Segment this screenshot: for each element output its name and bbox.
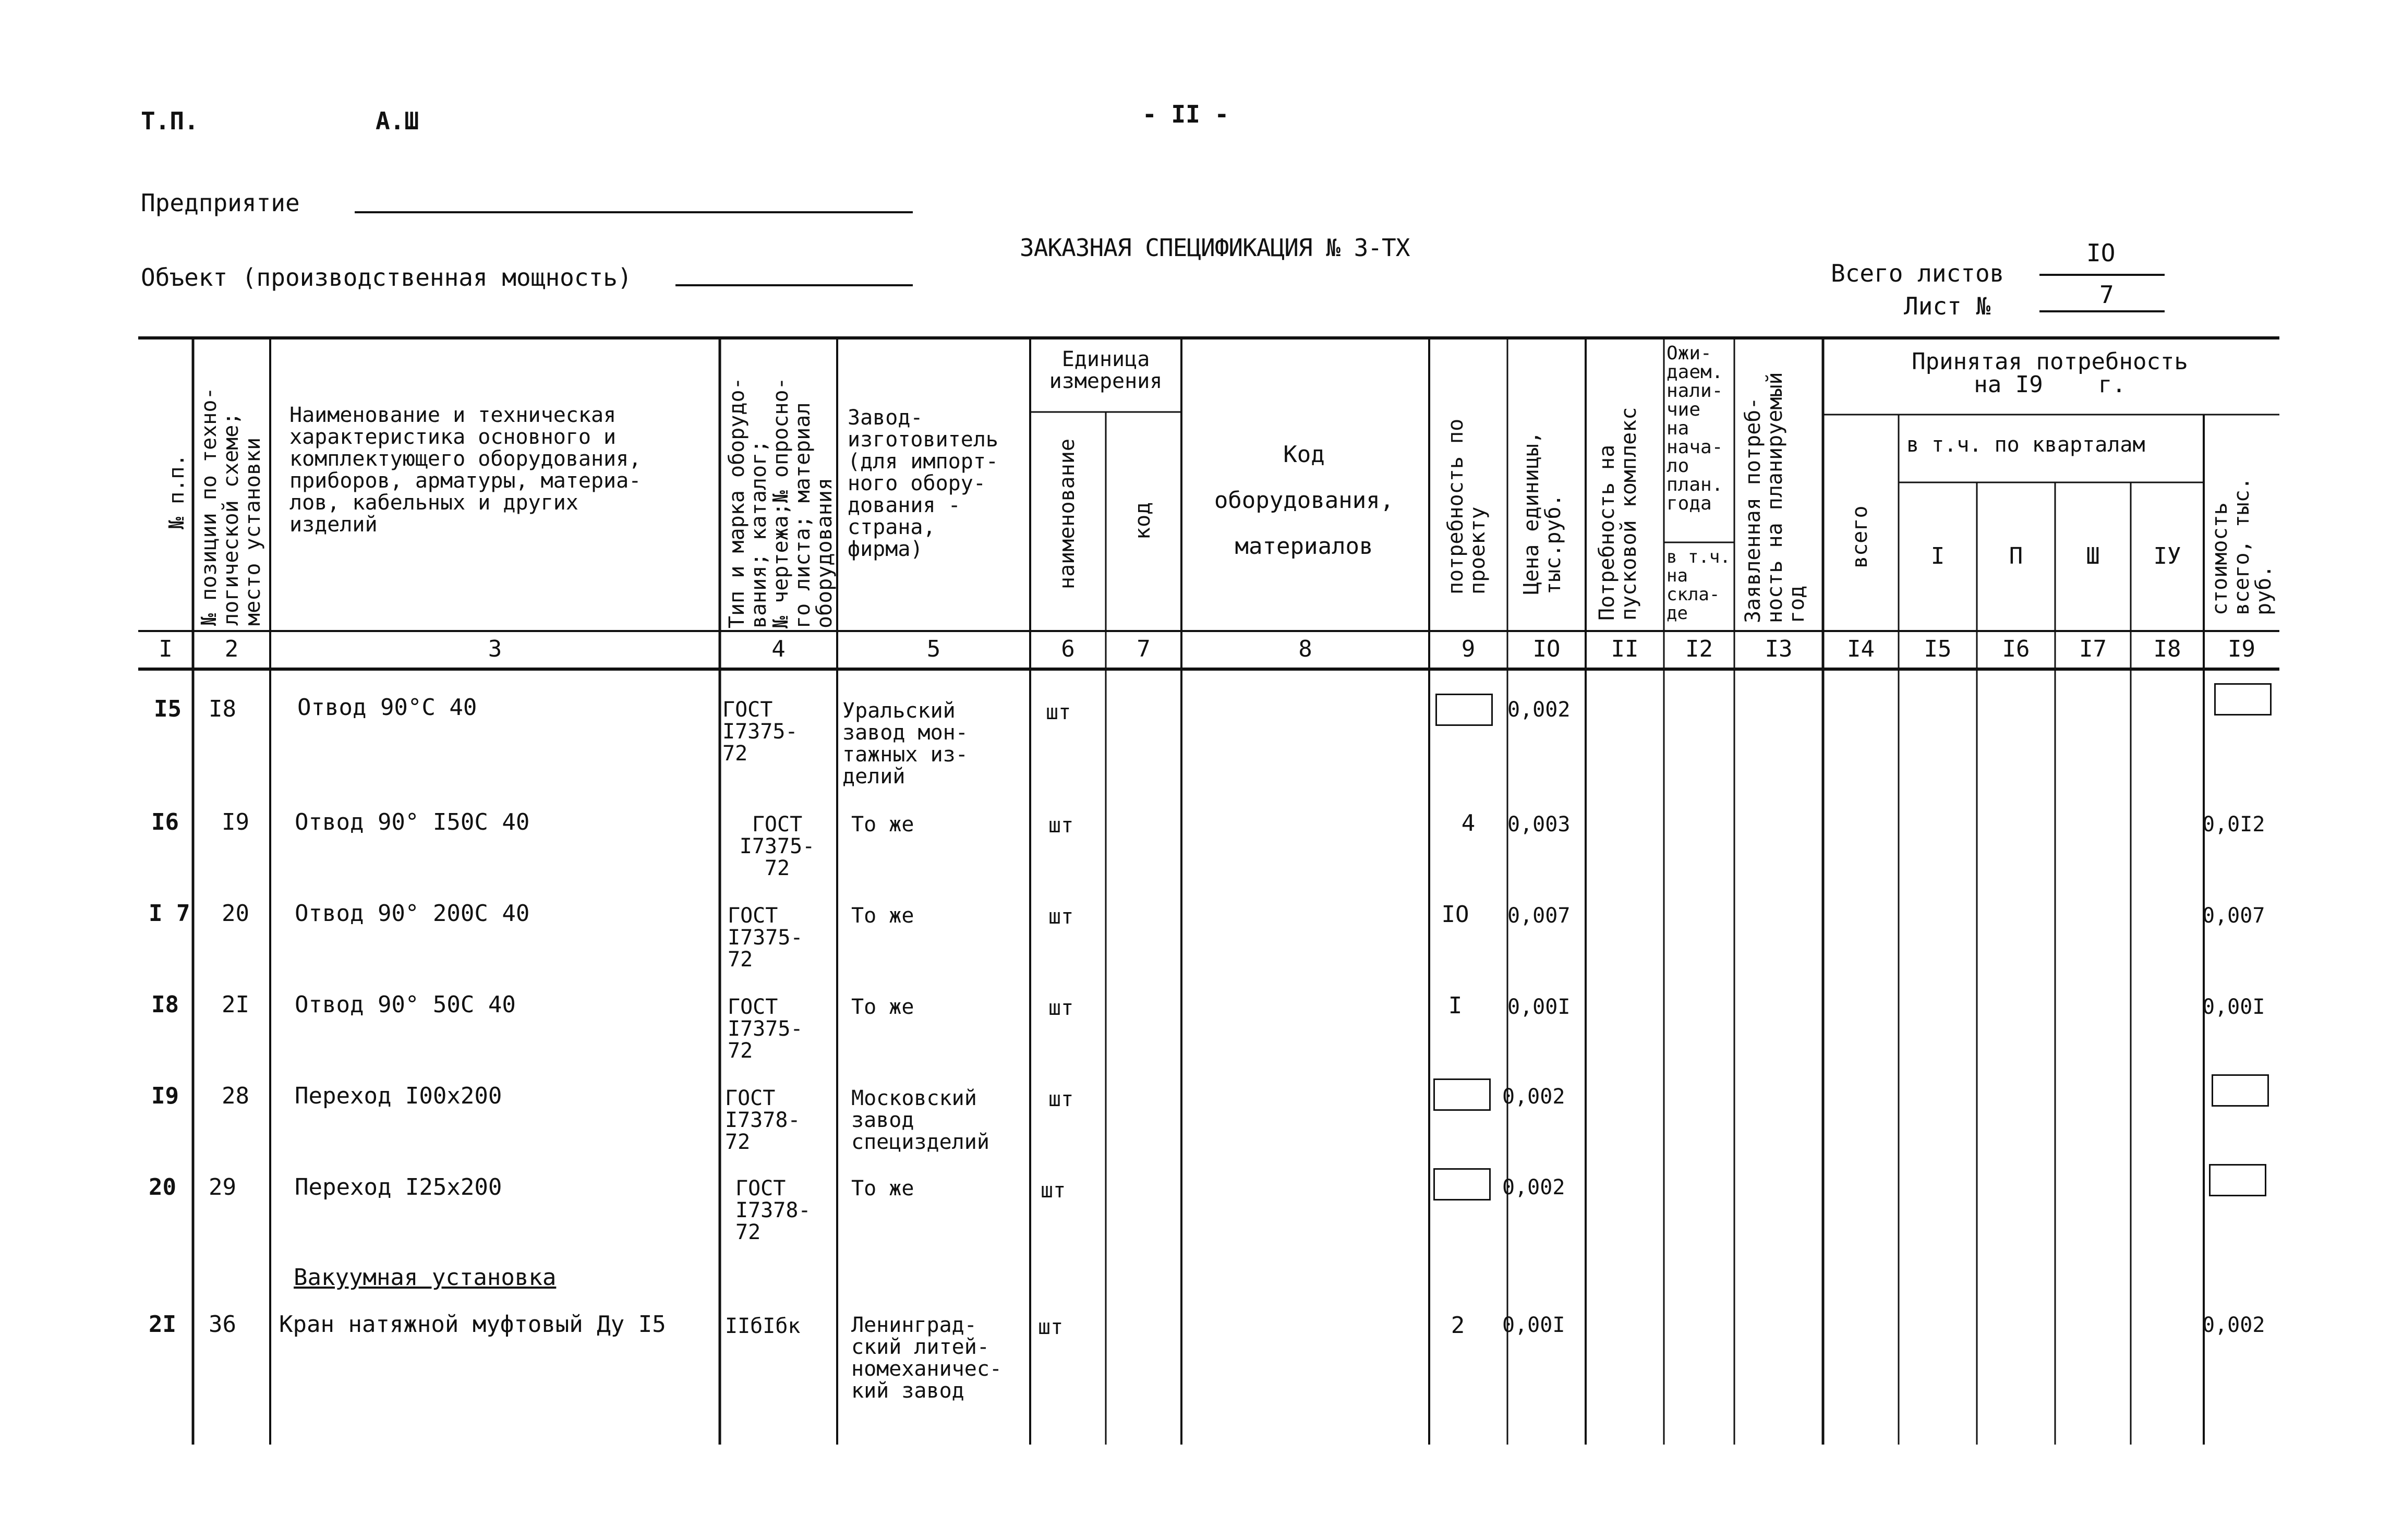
column-number: I8 <box>2153 636 2181 662</box>
spec-title: ЗАКАЗНАЯ СПЕЦИФИКАЦИЯ № 3-ТХ <box>1020 234 1410 262</box>
row-number: 2I <box>149 1311 176 1338</box>
column-number: I2 <box>1685 636 1713 662</box>
row-price: 0,002 <box>1502 1175 1565 1199</box>
header-col-12-sub: в т.ч. на скла- де <box>1667 547 1731 624</box>
header-col-7: код <box>1131 502 1155 540</box>
row-name: Переход I00х200 <box>295 1083 502 1109</box>
header-col-11: Потребность на пусковой комплекс <box>1595 407 1641 621</box>
row-name: Переход I25х200 <box>295 1174 502 1201</box>
header-col-4: Тип и марка оборудо- вания; каталог; № чертежа;№ опросно- го листа; материал оборудования <box>725 377 837 628</box>
row-qty-box <box>1433 1168 1491 1201</box>
row-maker: То же <box>851 1177 914 1201</box>
row-position: 2I <box>222 991 249 1018</box>
column-number: 6 <box>1061 636 1075 662</box>
row-position: 29 <box>209 1174 236 1201</box>
header-col-15: I <box>1930 543 1945 569</box>
header-quarter-group: в т.ч. по кварталам <box>1906 433 2145 457</box>
header-unit-group: Единица измерения <box>1049 347 1163 393</box>
row-unit: шт <box>1048 814 1074 838</box>
column-number: 2 <box>224 636 239 662</box>
page-number: - II - <box>1142 100 1229 128</box>
row-number: I8 <box>151 991 179 1018</box>
row-position: I8 <box>209 696 236 722</box>
row-qty: 2 <box>1451 1312 1465 1339</box>
column-number: 7 <box>1137 636 1151 662</box>
row-price: 0,002 <box>1507 698 1571 722</box>
row-cost: 0,0I2 <box>2202 813 2265 836</box>
row-unit: шт <box>1048 996 1074 1020</box>
row-unit: шт <box>1046 700 1071 724</box>
row-cost-box <box>2214 683 2272 716</box>
sheet-label: Лист № <box>1904 292 1991 320</box>
row-cost: 0,002 <box>2202 1313 2265 1337</box>
row-name: Отвод 90°С 40 <box>297 694 477 721</box>
row-position: 36 <box>209 1311 236 1338</box>
column-number: I <box>159 636 173 662</box>
section-heading: Вакуумная установка <box>294 1264 557 1291</box>
header-col-14: всего <box>1848 505 1872 568</box>
row-type: ГОСТ I7375- 72 <box>728 995 803 1063</box>
header-col-16: П <box>2009 543 2023 569</box>
row-maker: То же <box>851 813 914 836</box>
row-type: ГОСТ I7375- 72 <box>739 813 815 880</box>
header-accepted-group: Принятая потребность на I9 г. <box>1912 348 2188 398</box>
header-col-5: Завод- изготовитель (для импорт- ного обору- дования - страна, фирма) <box>848 406 998 561</box>
header-col-12: Ожи- даем. нали- чие на нача- ло план. года <box>1667 343 1723 514</box>
total-sheets-label: Всего листов <box>1831 259 2004 287</box>
row-maker: То же <box>851 904 914 928</box>
row-price: 0,002 <box>1502 1085 1565 1109</box>
header-col-8: Код оборудования, материалов <box>1214 441 1394 560</box>
row-maker: Уральский завод мон- тажных из- делий <box>842 699 968 789</box>
column-number: I5 <box>1924 636 1952 662</box>
column-number: 4 <box>771 636 786 662</box>
column-number: I7 <box>2079 636 2107 662</box>
column-number: I6 <box>2002 636 2030 662</box>
row-number: I 7 <box>149 900 190 927</box>
header-col-1: № п.п. <box>165 454 189 529</box>
row-type: ГОСТ I7375- 72 <box>728 904 803 972</box>
row-qty-box <box>1435 694 1493 726</box>
row-qty: I <box>1448 992 1463 1019</box>
album-label: А.Ш <box>376 107 419 135</box>
column-number: I9 <box>2228 636 2255 662</box>
row-number: I6 <box>151 809 179 835</box>
header-col-18: IУ <box>2153 543 2181 569</box>
header-col-19: стоимость всего, тыс. руб. <box>2208 477 2276 615</box>
column-number: I3 <box>1765 636 1793 662</box>
header-col-13: Заявленная потреб- ность на планируемый год <box>1741 372 1809 623</box>
object-label: Объект (производственная мощность) <box>141 263 632 292</box>
tp-label: Т.П. <box>141 107 199 135</box>
row-position: 20 <box>222 900 249 927</box>
row-number: I5 <box>154 696 182 722</box>
column-number: 8 <box>1298 636 1312 662</box>
row-price: 0,003 <box>1507 813 1571 836</box>
header-col-3: Наименование и техническая характеристика основного и комплектующего оборудования, приборов, арматуры, материа- лов, кабельных и других изделий <box>289 403 642 537</box>
row-price: 0,00I <box>1502 1313 1565 1337</box>
header-col-9: потребность по проекту <box>1444 418 1490 595</box>
column-number: II <box>1611 636 1639 662</box>
header-col-10: Цена единицы, тыс.руб. <box>1519 431 1565 595</box>
column-number: I4 <box>1847 636 1875 662</box>
row-price: 0,007 <box>1507 904 1571 928</box>
row-type: ГОСТ I7375- 72 <box>722 698 798 766</box>
header-col-17: Ш <box>2086 543 2100 569</box>
header-col-6: наименование <box>1055 439 1079 589</box>
row-unit: шт <box>1048 1087 1074 1111</box>
row-unit: шт <box>1038 1315 1064 1339</box>
row-unit: шт <box>1041 1179 1066 1203</box>
row-maker: Ленинград- ский литей- номеханичес- кий завод <box>851 1313 1002 1403</box>
header-col-2: № позиции по техно- логической схеме; место установки <box>197 387 265 626</box>
row-qty-box <box>1433 1078 1491 1111</box>
column-number: IO <box>1532 636 1561 662</box>
row-name: Кран натяжной муфтовый Ду I5 <box>279 1311 666 1338</box>
sheet-value: 7 <box>2099 281 2114 309</box>
row-cost-box <box>2209 1164 2266 1196</box>
row-cost-box <box>2212 1074 2269 1107</box>
row-price: 0,00I <box>1507 995 1571 1019</box>
row-number: 20 <box>149 1174 176 1201</box>
row-cost: 0,00I <box>2202 995 2265 1019</box>
row-name: Отвод 90° I50С 40 <box>295 809 530 835</box>
row-qty: 4 <box>1461 810 1476 836</box>
row-number: I9 <box>151 1083 179 1109</box>
column-number: 9 <box>1461 636 1476 662</box>
row-type: ГОСТ I7378- 72 <box>735 1177 811 1244</box>
row-position: 28 <box>222 1083 249 1109</box>
row-name: Отвод 90° 50С 40 <box>295 991 516 1018</box>
enterprise-label: Предприятие <box>141 189 300 217</box>
row-unit: шт <box>1048 905 1074 929</box>
row-position: I9 <box>222 809 249 835</box>
row-type: IIбIбк <box>725 1314 801 1338</box>
row-type: ГОСТ I7378- 72 <box>725 1086 801 1154</box>
row-qty: IO <box>1441 901 1469 928</box>
row-cost: 0,007 <box>2202 904 2265 928</box>
row-maker: То же <box>851 995 914 1019</box>
row-maker: Московский завод специзделий <box>851 1086 989 1154</box>
total-sheets-value: IO <box>2086 239 2116 267</box>
column-number: 5 <box>926 636 941 662</box>
row-name: Отвод 90° 200С 40 <box>295 900 530 927</box>
column-number: 3 <box>488 636 502 662</box>
